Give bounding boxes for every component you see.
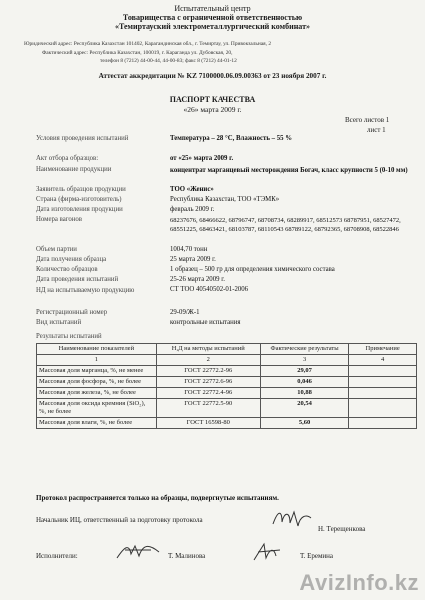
row-name: Массовая доля железа, %, не более — [37, 388, 157, 399]
field-label-received-date: Дата получения образца — [36, 256, 107, 263]
results-title: Результаты испытаний — [36, 333, 102, 340]
passport-title: ПАСПОРТ КАЧЕСТВА — [169, 95, 256, 104]
row-result: 29,07 — [260, 366, 348, 377]
field-label-test-type: Вид испытаний — [36, 319, 82, 326]
col-number: 1 — [37, 355, 157, 366]
row-note — [349, 366, 417, 377]
sheet-number: лист 1 — [367, 126, 386, 134]
field-value-manufacture-date: февраль 2009 г. — [170, 206, 215, 213]
legal-address: Юридический адрес: Республика Казахстан 101402, Карагандинская обл., г. Темиртау, ул. Привокзальная, 2 — [24, 41, 272, 47]
accreditation-line: Аттестат аккредитации № KZ 7100000.06.09.00363 от 23 ноября 2007 г. — [98, 72, 327, 80]
row-note — [349, 377, 417, 388]
field-label-product: Наименование продукции — [36, 166, 112, 173]
table-row — [37, 377, 417, 388]
head-name: Н. Терещенкова — [318, 525, 366, 533]
field-label-sample-count: Количество образцов — [36, 266, 98, 273]
col-number: 4 — [349, 355, 417, 366]
field-label-wagons: Номера вагонов — [36, 216, 83, 223]
head-signature — [270, 508, 314, 530]
col-header-method: Н,Д на методы испытаний — [156, 344, 260, 355]
table-header-row — [37, 344, 417, 355]
row-result: 5,60 — [260, 418, 348, 429]
executor1-signature — [115, 540, 161, 562]
actual-address: Фактический адрес: Республика Казахстан, 100019, г. Караганда ул. Дубовская, 20, — [42, 50, 233, 56]
field-label-batch-volume: Объем партии — [36, 246, 77, 253]
col-header-note: Примечание — [349, 344, 417, 355]
protocol-footnote: Протокол распространяется только на образцы, подвергнутые испытаниям. — [36, 494, 279, 502]
table-number-row — [37, 355, 417, 366]
field-value-conditions: Температура – 28 °С, Влажность – 55 % — [170, 135, 293, 142]
col-number: 3 — [260, 355, 348, 366]
field-label-manufacture-date: Дата изготовления продукции — [36, 206, 123, 213]
row-name: Массовая доля марганца, %, не менее — [37, 366, 157, 377]
field-value-test-type: контрольные испытания — [170, 319, 241, 326]
row-name: Массовая доля влаги, %, не более — [37, 418, 157, 429]
field-label-sampling-act: Акт отбора образцов: — [36, 155, 99, 162]
table-row — [37, 366, 417, 377]
row-note — [349, 399, 417, 418]
executor2-signature — [250, 540, 288, 564]
field-label-reg-number: Регистрационный номер — [36, 309, 108, 316]
org-company-name: «Темиртауский электрометаллургический комбинат» — [114, 22, 311, 31]
row-method: ГОСТ 22772.6-96 — [156, 377, 260, 388]
table-row — [37, 418, 417, 429]
row-result: 20,54 — [260, 399, 348, 418]
row-method: ГОСТ 22772.4-96 — [156, 388, 260, 399]
field-label-applicant: Заявитель образцов продукции — [36, 186, 126, 193]
row-name: Массовая доля фосфора, %, не более — [37, 377, 157, 388]
executors-label: Исполнители: — [36, 552, 78, 560]
contact-phones: телефон 8 (7212) 44-00-44, 44-00-83; факс 8 (7212) 44-01-12 — [100, 58, 237, 64]
site-watermark: AvizInfo.kz — [299, 570, 419, 595]
row-method: ГОСТ 22772.5-90 — [156, 399, 260, 418]
field-label-country: Страна (фирма-изготовитель) — [36, 196, 122, 203]
executor1-name: Т. Малинова — [168, 552, 206, 560]
field-value-test-date: 25-26 марта 2009 г. — [170, 276, 225, 283]
field-label-test-date: Дата проведения испытаний — [36, 276, 119, 283]
row-note — [349, 388, 417, 399]
row-method: ГОСТ 22772.2-96 — [156, 366, 260, 377]
row-name: Массовая доля оксида кремния (SiO₂), %, не более — [37, 399, 157, 418]
sheets-total: Всего листов 1 — [345, 116, 390, 124]
field-value-sample-count: 1 образец – 500 гр для определения химического состава — [170, 266, 335, 273]
results-table — [36, 343, 417, 429]
field-value-product: концентрат марганцевый месторождения Богач, класс крупности 5 (0-10 мм) — [170, 167, 408, 174]
field-value-reg-number: 29-09/Ж-1 — [170, 309, 200, 316]
field-value-batch-volume: 1004,70 тонн — [170, 246, 208, 253]
org-company-type: Товарищества с ограниченной ответственностью — [122, 13, 303, 22]
field-value-received-date: 25 марта 2009 г. — [170, 256, 216, 263]
table-row — [37, 388, 417, 399]
head-label: Начальник ИЦ, ответственный за подготовку протокола — [36, 516, 203, 524]
col-number: 2 — [156, 355, 260, 366]
executor2-name: Т. Еремина — [300, 552, 333, 560]
field-value-sampling-act: от «25» марта 2009 г. — [170, 155, 234, 162]
col-header-name: Наименование показателей — [37, 344, 157, 355]
field-value-applicant: ТОО «Женис» — [170, 186, 214, 193]
field-value-wagons: 68237676, 68466622, 68796747, 68708734, 68289917, 68512573 68787951, 68527472, 68551225, 68463421, 68103787, 68110543 68789122, 68792365, 68708908, 68522846 — [170, 217, 401, 233]
table-row — [37, 399, 417, 418]
row-result: 10,88 — [260, 388, 348, 399]
passport-date: «26» марта 2009 г. — [183, 105, 242, 114]
field-value-country: Республика Казахстан, ТОО «ТЭМК» — [170, 196, 280, 203]
row-result: 0,046 — [260, 377, 348, 388]
field-value-normative-doc: СТ ТОО 40540502-01-2006 — [170, 286, 249, 293]
field-label-conditions: Условия проведения испытаний — [36, 135, 129, 142]
org-center-title: Испытательный центр — [174, 4, 251, 13]
field-label-normative-doc: НД на испытываемую продукцию — [36, 287, 135, 294]
row-method: ГОСТ 16598-80 — [156, 418, 260, 429]
row-note — [349, 418, 417, 429]
col-header-result: Фактические результаты — [260, 344, 348, 355]
